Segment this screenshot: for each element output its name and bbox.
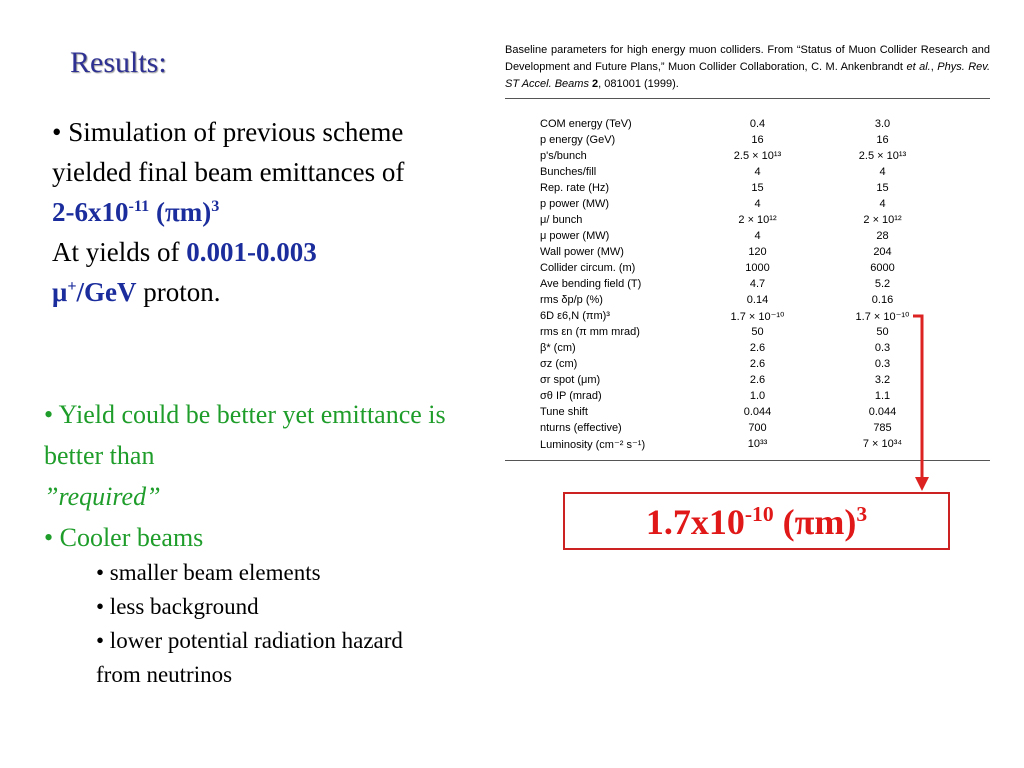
value-cell-0.4tev: 2.6 xyxy=(749,342,766,354)
simulation-sentence: Simulation of previous scheme yielded final beam emittances of xyxy=(52,117,405,187)
value-cell-0.4tev: 4 xyxy=(754,198,761,210)
param-cell: Wall power (MW) xyxy=(540,246,624,258)
list-item: • lower potential radiation hazard from neutrinos xyxy=(96,628,403,687)
yield-sentence: Yield could be better yet emittance is better than xyxy=(44,400,446,470)
value-cell-3.0tev: 16 xyxy=(876,134,889,146)
value-cell-3.0tev: 204 xyxy=(873,246,892,258)
value-cell-0.4tev: 50 xyxy=(751,326,764,338)
value-cell-3.0tev: 1.7 × 10⁻¹⁰ xyxy=(855,310,910,323)
proton-text: proton. xyxy=(143,277,221,307)
param-cell: β* (cm) xyxy=(540,342,576,354)
arrow-line xyxy=(913,316,922,481)
value-cell-3.0tev: 15 xyxy=(876,182,889,194)
param-cell: σr spot (μm) xyxy=(540,374,601,386)
value-cell-3.0tev: 0.3 xyxy=(874,358,891,370)
value-cell-0.4tev: 0.044 xyxy=(743,406,772,418)
param-cell: Tune shift xyxy=(540,406,588,418)
value-cell-3.0tev: 1.1 xyxy=(874,390,891,402)
value-cell-3.0tev: 5.2 xyxy=(874,278,891,290)
param-cell: nturns (effective) xyxy=(540,422,622,434)
value-cell-3.0tev: 785 xyxy=(873,422,892,434)
param-cell: p's/bunch xyxy=(540,150,587,162)
param-cell: rms εn (π mm mrad) xyxy=(540,326,640,338)
value-cell-3.0tev: 2.5 × 10¹³ xyxy=(858,150,907,162)
list-item: • smaller beam elements xyxy=(96,560,321,585)
value-cell-0.4tev: 10³³ xyxy=(747,438,768,450)
value-cell-3.0tev: 0.16 xyxy=(871,294,894,306)
emittance-value: $2-6x10^{-11}$ $(\pi m)^3$ xyxy=(52,197,220,227)
value-cell-0.4tev: 120 xyxy=(748,246,767,258)
value-cell-0.4tev: 1.7 × 10⁻¹⁰ xyxy=(730,310,785,323)
param-cell: Collider circum. (m) xyxy=(540,262,636,274)
param-cell: μ power (MW) xyxy=(540,230,610,242)
value-cell-3.0tev: 7 × 10³⁴ xyxy=(862,438,903,450)
yields-prefix: At yields of xyxy=(52,237,180,267)
value-cell-3.0tev: 0.044 xyxy=(868,406,897,418)
table-caption: Baseline parameters for high energy muon colliders. From “Status of Muon Collider Research and Development and Future Plans,” Muon Collider Collaboration, C. M. Ankenbrandt et al., Phys. Rev. ST Accel. Beams 2, 081001 (1999). xyxy=(505,44,991,90)
value-cell-3.0tev: 6000 xyxy=(870,262,895,274)
value-cell-0.4tev: 2.5 × 10¹³ xyxy=(733,150,782,162)
yields-value: 0.001-0.003 xyxy=(186,237,317,267)
value-cell-0.4tev: 0.14 xyxy=(746,294,769,306)
param-cell: σz (cm) xyxy=(540,358,578,370)
highlighted-emittance-box: $1.7x10^{-10}$ $(\pi m)^3$ xyxy=(563,492,950,550)
value-cell-0.4tev: 1.0 xyxy=(749,390,766,402)
value-cell-0.4tev: 15 xyxy=(751,182,764,194)
bullet: • xyxy=(44,400,54,429)
value-cell-3.0tev: 3.0 xyxy=(874,118,891,130)
param-cell: Rep. rate (Hz) xyxy=(540,182,610,194)
cooler-beams-text: Cooler beams xyxy=(59,523,204,552)
value-cell-3.0tev: 4 xyxy=(879,198,886,210)
param-cell: Bunches/fill xyxy=(540,166,597,178)
value-cell-0.4tev: 700 xyxy=(748,422,767,434)
value-cell-0.4tev: 4 xyxy=(754,166,761,178)
value-cell-0.4tev: 0.4 xyxy=(749,118,766,130)
param-cell: Luminosity (cm⁻² s⁻¹) xyxy=(540,438,646,451)
param-cell: σθ IP (mrad) xyxy=(540,390,602,402)
value-cell-0.4tev: 1000 xyxy=(745,262,770,274)
value-cell-3.0tev: 28 xyxy=(876,230,889,242)
list-item: • less background xyxy=(96,594,259,619)
arrow-head-icon xyxy=(915,477,929,491)
param-cell: Ave bending field (T) xyxy=(540,278,642,290)
value-cell-3.0tev: 2 × 10¹² xyxy=(863,214,902,226)
bullet: • xyxy=(44,523,54,552)
param-cell: 6D ε6,N (πm)³ xyxy=(540,310,610,322)
value-cell-3.0tev: 50 xyxy=(876,326,889,338)
value-cell-3.0tev: 3.2 xyxy=(874,374,891,386)
param-cell: p power (MW) xyxy=(540,198,610,210)
param-cell: μ/ bunch xyxy=(540,214,583,226)
value-cell-0.4tev: 4 xyxy=(754,230,761,242)
slide-title: Results: xyxy=(70,46,167,79)
value-cell-0.4tev: 4.7 xyxy=(749,278,766,290)
param-cell: rms δp/p (%) xyxy=(540,294,603,306)
value-cell-0.4tev: 2.6 xyxy=(749,374,766,386)
value-cell-3.0tev: 4 xyxy=(879,166,886,178)
yields-unit: μ+/GeV xyxy=(52,277,137,307)
value-cell-0.4tev: 2.6 xyxy=(749,358,766,370)
required-text: ”required” xyxy=(44,482,161,511)
bullet: • xyxy=(52,117,62,147)
value-cell-3.0tev: 0.3 xyxy=(874,342,891,354)
param-cell: p energy (GeV) xyxy=(540,134,616,146)
value-cell-0.4tev: 2 × 10¹² xyxy=(738,214,777,226)
param-cell: COM energy (TeV) xyxy=(540,118,632,130)
value-cell-0.4tev: 16 xyxy=(751,134,764,146)
